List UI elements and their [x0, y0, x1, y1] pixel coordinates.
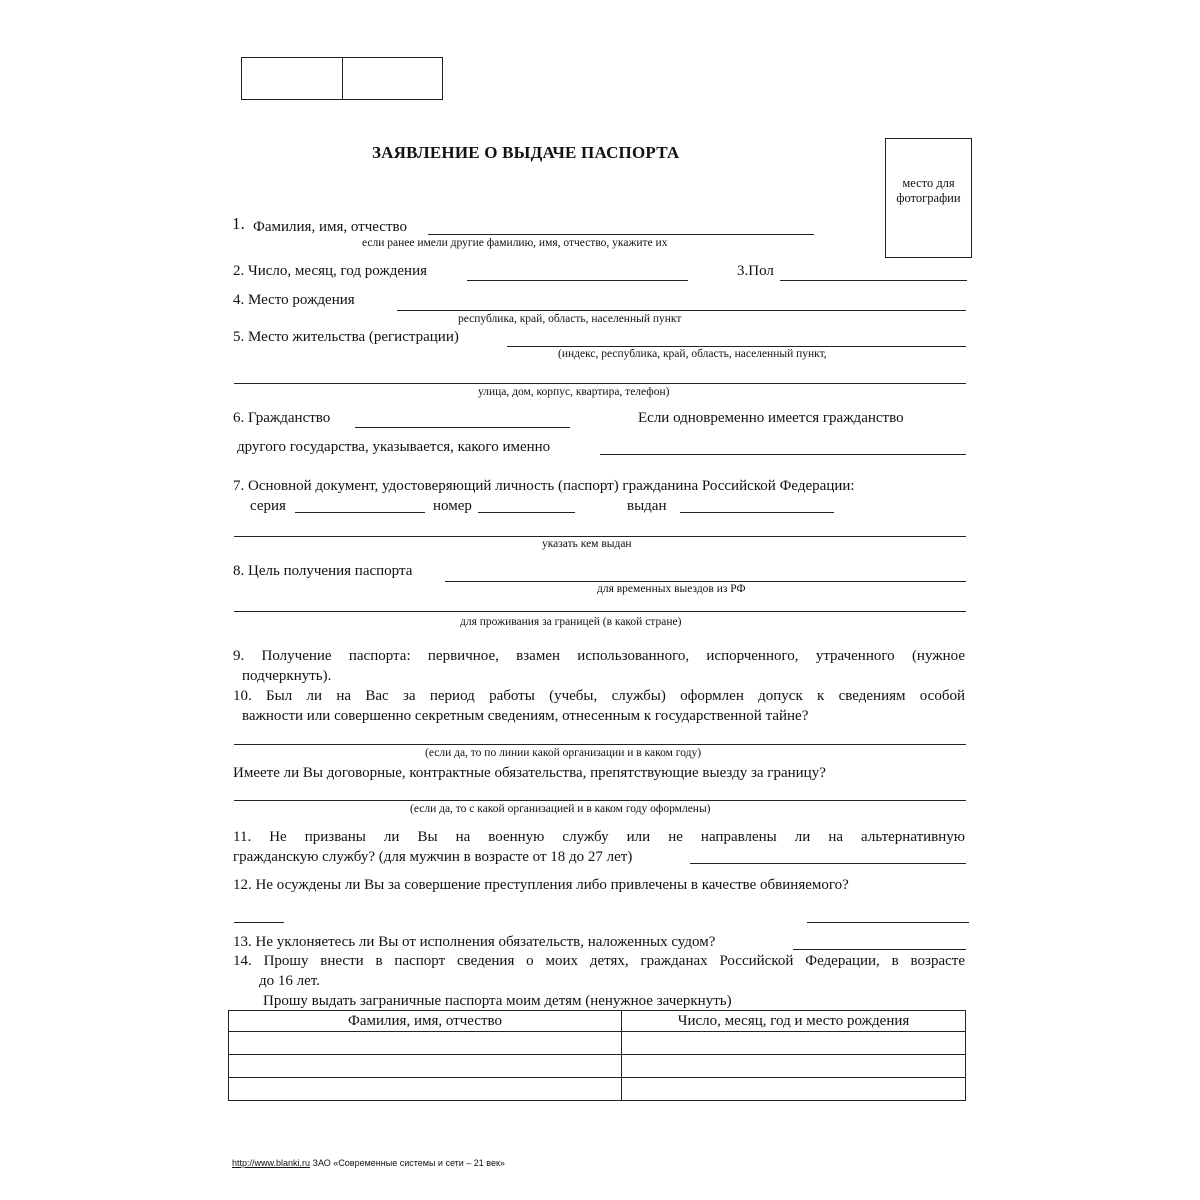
field-13-label: 13. Не уклоняетесь ли Вы от исполнения обязательств, наложенных судом? [233, 934, 716, 950]
field-8-label: 8. Цель получения паспорта [233, 563, 413, 579]
field-12-label: 12. Не осуждены ли Вы за совершение преступления либо привлечены в качестве обвиняемого? [233, 877, 849, 893]
table-row [229, 1032, 966, 1055]
photo-label-line2: фотографии [896, 191, 961, 205]
footer-text: ЗАО «Современные системы и сети – 21 век» [310, 1158, 505, 1168]
field-13-answer-line[interactable] [793, 949, 966, 950]
child-birth-cell[interactable] [622, 1032, 966, 1055]
child-birth-cell[interactable] [622, 1055, 966, 1078]
children-table-header-name: Фамилия, имя, отчество [229, 1011, 622, 1032]
field-1-hint: если ранее имели другие фамилию, имя, отчество, укажите их [362, 237, 668, 249]
photo-placeholder [885, 138, 972, 258]
field-11-answer-line[interactable] [690, 863, 966, 864]
children-table-header-birth: Число, месяц, год и место рождения [622, 1011, 966, 1032]
field-10-text-line-2: важности или совершенно секретным сведениям, отнесенным к государственной тайне? [242, 708, 809, 724]
field-6-right-text: Если одновременно имеется гражданство [638, 410, 904, 426]
field-10b-answer-line[interactable] [234, 800, 966, 801]
children-table [228, 1010, 966, 1101]
field-3-label: 3.Пол [737, 263, 774, 279]
field-7-issued-label: выдан [627, 498, 667, 514]
field-5-hint-1: (индекс, республика, край, область, населенный пункт, [558, 348, 827, 360]
field-7-label: 7. Основной документ, удостоверяющий личность (паспорт) гражданина Российской Федерации: [233, 478, 855, 494]
field-10-text-line-1: 10. Был ли на Вас за период работы (учебы, службы) оформлен допуск к сведениям особой [233, 688, 965, 704]
field-14-text-line-2: до 16 лет. [259, 973, 320, 989]
field-7-issued-date-line[interactable] [680, 512, 834, 513]
field-5-hint-2: улица, дом, корпус, квартира, телефон) [478, 386, 670, 398]
child-name-cell[interactable] [229, 1055, 622, 1078]
field-11-text-line-1: 11. Не призваны ли Вы на военную службу или не направлены ли на альтернативную [233, 829, 965, 845]
field-6-label: 6. Гражданство [233, 410, 331, 426]
field-7-series-label: серия [250, 498, 286, 514]
field-5-address-line-1[interactable] [507, 346, 966, 347]
table-row [229, 1055, 966, 1078]
field-4-label: 4. Место рождения [233, 292, 355, 308]
field-14-text-line-1: 14. Прошу внести в паспорт сведения о моих детях, гражданах Российской Федерации, в возрасте [233, 953, 965, 969]
table-row [229, 1078, 966, 1101]
footer-link[interactable]: http://www.blanki.ru [232, 1158, 311, 1168]
field-7-issuer-line[interactable] [234, 536, 966, 537]
top-code-cell-1[interactable] [242, 58, 342, 99]
field-2-birthdate-line[interactable] [467, 280, 688, 281]
footer [232, 1158, 505, 1168]
field-8-hint-2: для проживания за границей (в какой стране) [460, 616, 682, 628]
photo-label-line1: место для [902, 176, 955, 190]
field-5-address-line-2[interactable] [234, 383, 966, 384]
field-5-label: 5. Место жительства (регистрации) [233, 329, 459, 345]
top-code-box [241, 57, 443, 100]
field-10b-label: Имеете ли Вы договорные, контрактные обязательства, препятствующие выезду за границу? [233, 765, 826, 781]
field-7-series-line[interactable] [295, 512, 425, 513]
field-6-citizenship-line[interactable] [355, 427, 570, 428]
field-8-purpose-line-2[interactable] [234, 611, 966, 612]
field-4-hint: республика, край, область, населенный пункт [458, 313, 682, 325]
field-9-text-line-1: 9. Получение паспорта: первичное, взамен использованного, испорченного, утраченного (нужное [233, 648, 965, 664]
field-10-hint: (если да, то по линии какой организации и в каком году) [425, 747, 702, 759]
field-10b-hint: (если да, то с какой организацией и в каком году оформлены) [410, 803, 711, 815]
field-8-purpose-line-1[interactable] [445, 581, 966, 582]
field-7-number-line[interactable] [478, 512, 575, 513]
children-table-header-row [229, 1011, 966, 1032]
field-12-answer-line-right[interactable] [807, 922, 969, 923]
field-10-answer-line[interactable] [234, 744, 966, 745]
field-14-text-line-3: Прошу выдать заграничные паспорта моим детям (ненужное зачеркнуть) [263, 993, 732, 1009]
child-birth-cell[interactable] [622, 1078, 966, 1101]
field-6-line2-text: другого государства, указывается, какого именно [237, 439, 551, 455]
child-name-cell[interactable] [229, 1078, 622, 1101]
field-7-hint: указать кем выдан [542, 538, 632, 550]
field-1-label: Фамилия, имя, отчество [253, 219, 407, 235]
field-2-label: 2. Число, месяц, год рождения [233, 263, 427, 279]
child-name-cell[interactable] [229, 1032, 622, 1055]
field-7-number-label: номер [433, 498, 472, 514]
field-9-text-line-2: подчеркнуть). [242, 668, 332, 684]
field-6-second-citizenship-line[interactable] [600, 454, 966, 455]
field-4-birthplace-line[interactable] [397, 310, 966, 311]
top-code-cell-2[interactable] [342, 58, 443, 99]
field-1-fullname-line[interactable] [428, 234, 814, 235]
field-12-answer-line-left[interactable] [234, 922, 284, 923]
field-3-gender-line[interactable] [780, 280, 967, 281]
field-1-number: 1. [232, 214, 245, 233]
field-11-text-line-2: гражданскую службу? (для мужчин в возрасте от 18 до 27 лет) [233, 849, 633, 865]
form-title: ЗАЯВЛЕНИЕ О ВЫДАЧЕ ПАСПОРТА [372, 143, 680, 162]
field-8-hint-1: для временных выездов из РФ [597, 583, 746, 595]
